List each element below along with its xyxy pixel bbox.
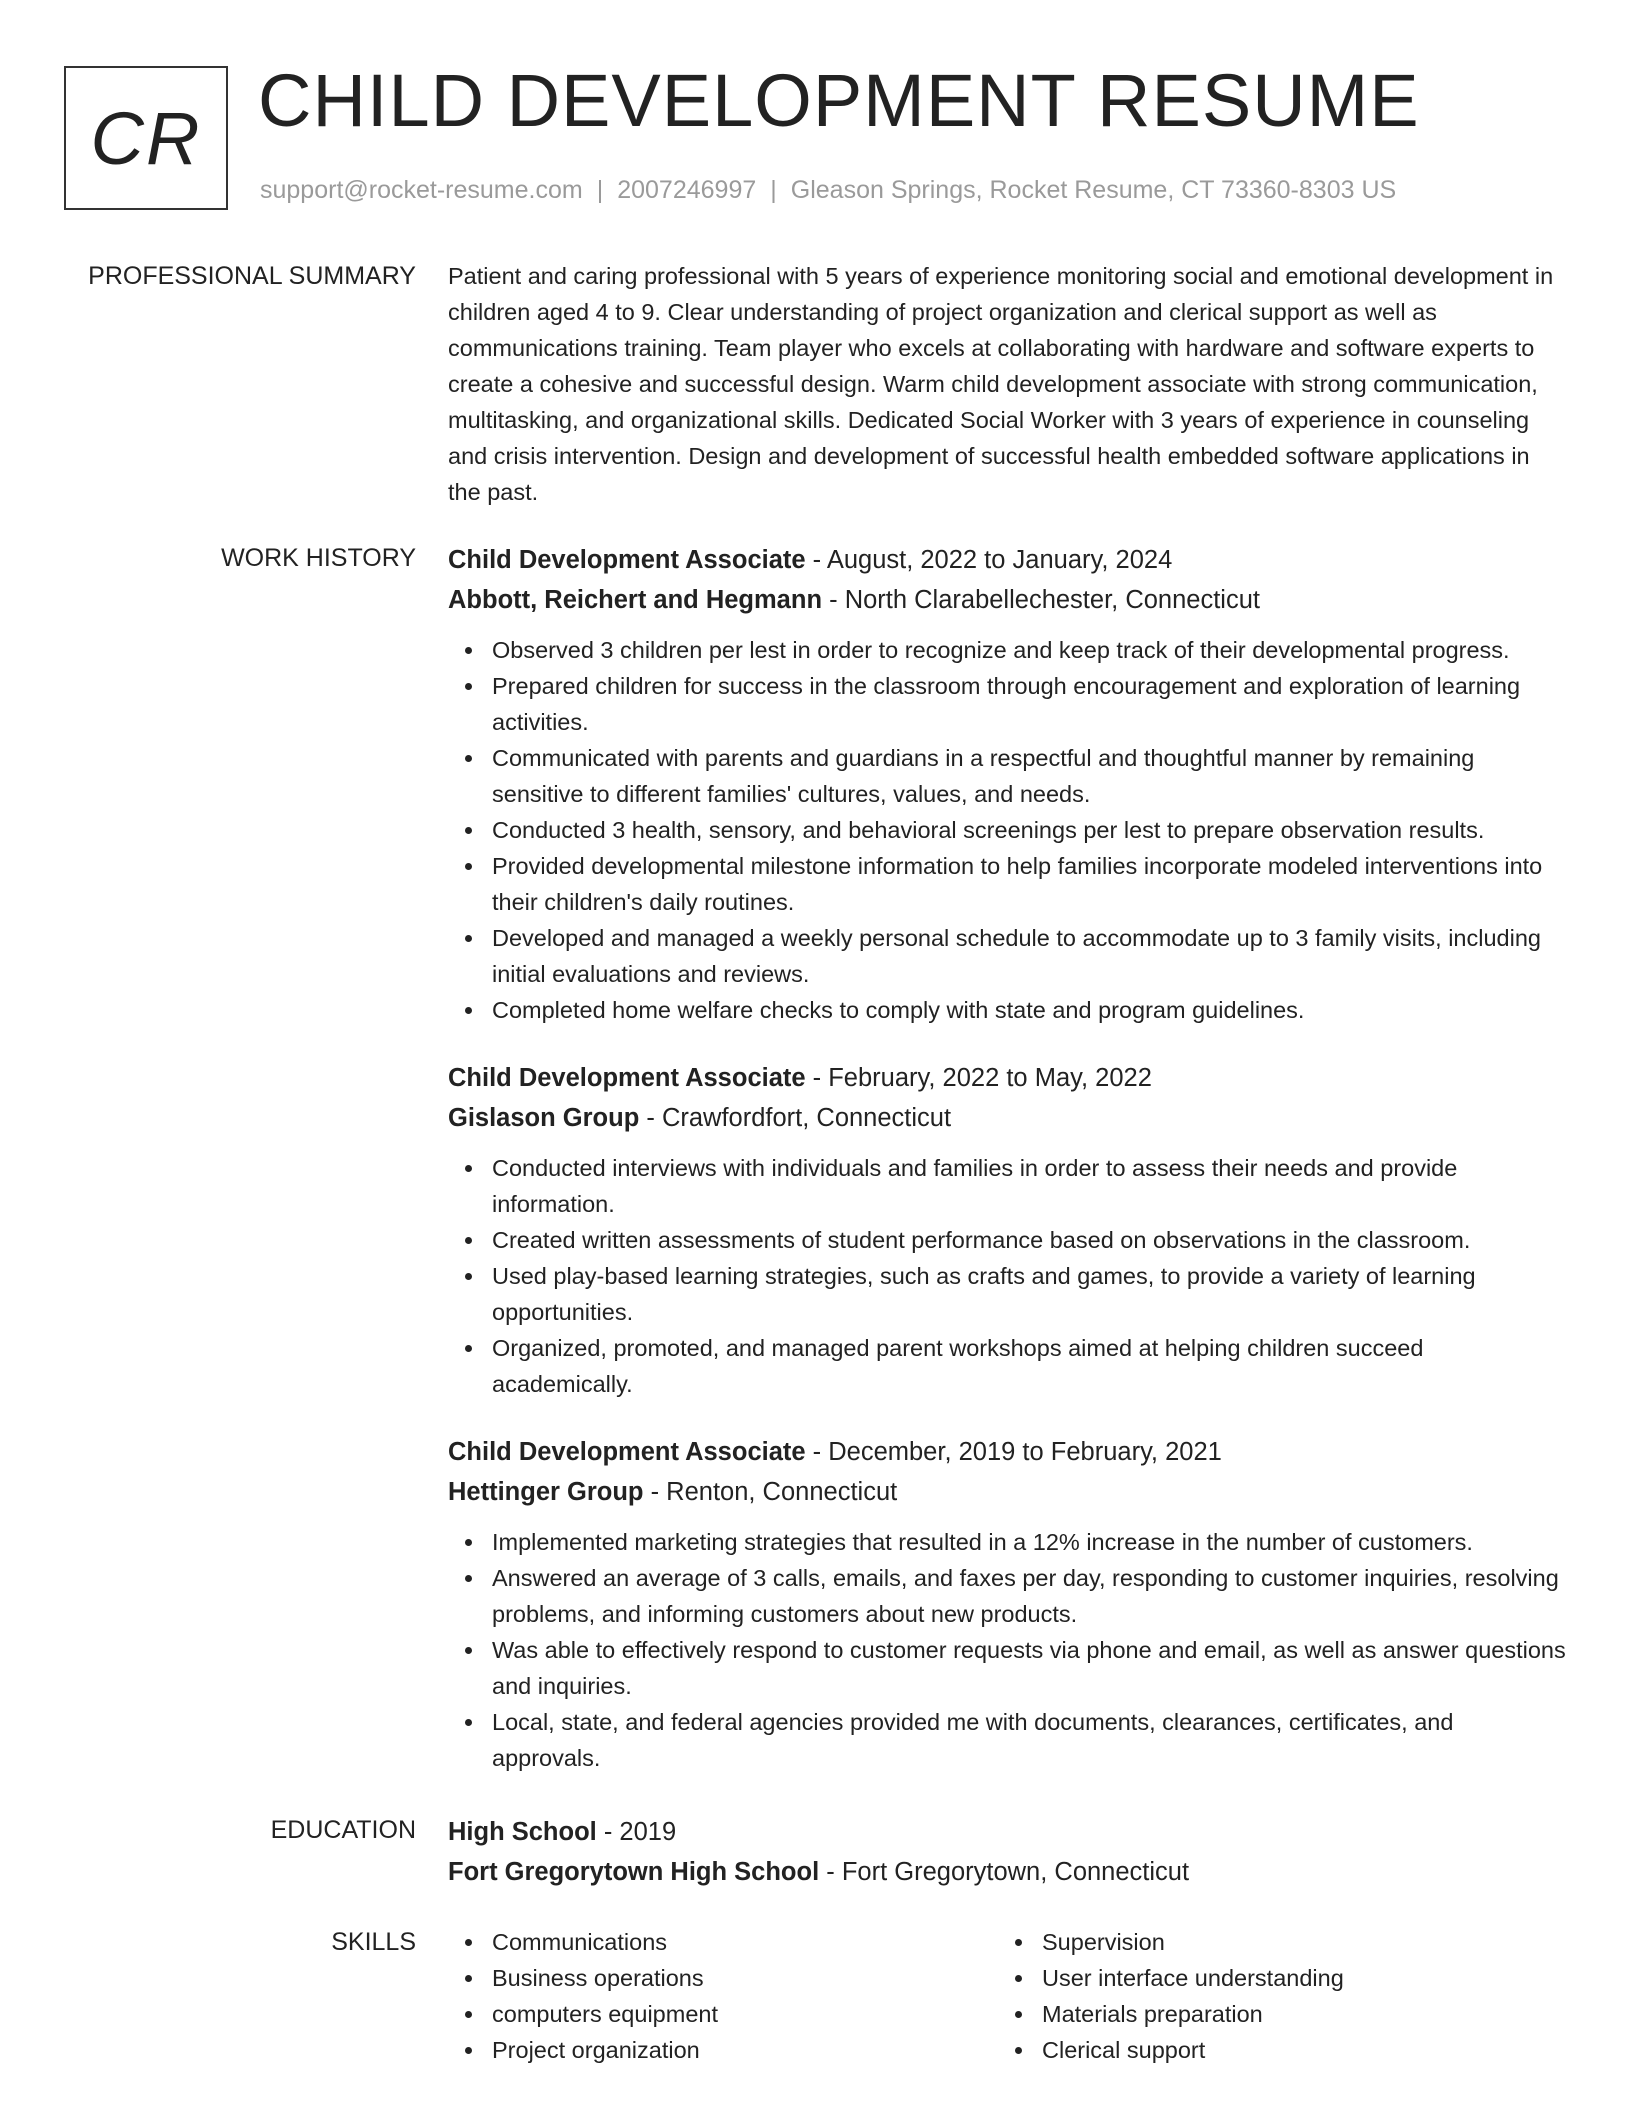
contact-separator: | — [770, 176, 777, 204]
education-degree: High School — [448, 1818, 597, 1846]
summary-label: PROFESSIONAL SUMMARY — [88, 262, 416, 290]
skill-item: Communications — [448, 1924, 998, 1960]
page-title: CHILD DEVELOPMENT RESUME — [258, 59, 1420, 142]
skill-item: Materials preparation — [998, 1996, 1548, 2032]
job-title: Child Development Associate — [448, 1438, 806, 1466]
skill-item: User interface understanding — [998, 1960, 1548, 1996]
job-company-line — [448, 1472, 1568, 1512]
contact-address: Gleason Springs, Rocket Resume, CT 73360-8303 US — [790, 176, 1397, 204]
list-item: Used play-based learning strategies, such as crafts and games, to provide a variety of learning opportunities. — [448, 1258, 1568, 1330]
contact-line — [260, 176, 1396, 205]
job-dates: - February, 2022 to May, 2022 — [805, 1064, 1152, 1092]
skill-item: Business operations — [448, 1960, 998, 1996]
job-title: Child Development Associate — [448, 1064, 806, 1092]
job-company: Hettinger Group — [448, 1478, 644, 1506]
job-entry — [448, 1058, 1568, 1402]
job-dates: - August, 2022 to January, 2024 — [805, 546, 1173, 574]
job-location: - Renton, Connecticut — [643, 1478, 898, 1506]
contact-separator: | — [596, 176, 604, 204]
job-company-line — [448, 1098, 1568, 1138]
education-body — [448, 1812, 1568, 1892]
list-item: Local, state, and federal agencies provided me with documents, clearances, certificates, and approvals. — [448, 1704, 1568, 1776]
education-degree-line — [448, 1812, 1568, 1852]
list-item: Conducted interviews with individuals and families in order to assess their needs and provide information. — [448, 1150, 1568, 1222]
list-item: Conducted 3 health, sensory, and behavioral screenings per lest to prepare observation results. — [448, 812, 1568, 848]
education-school: Fort Gregorytown High School — [448, 1858, 820, 1886]
job-entry — [448, 540, 1568, 1028]
summary-text: Patient and caring professional with 5 years of experience monitoring social and emotional development in children aged 4 to 9. Clear understanding of project organization and clerical support as well as communications training. Team player who excels at collaborating with hardware and software experts to create a cohesive and successful design. Warm child development associate with strong communication, multitasking, and organizational skills. Dedicated Social Worker with 3 years of experience in counseling and crisis intervention. Design and development of successful health embedded software applications in the past. — [448, 263, 1554, 505]
skills-list — [448, 1924, 1568, 2068]
contact-phone[interactable]: 2007246997 — [617, 176, 757, 204]
job-dates: - December, 2019 to February, 2021 — [805, 1438, 1222, 1466]
list-item: Developed and managed a weekly personal schedule to accommodate up to 3 family visits, including initial evaluations and reviews. — [448, 920, 1568, 992]
skill-item: computers equipment — [448, 1996, 998, 2032]
list-item: Observed 3 children per lest in order to recognize and keep track of their developmental progress. — [448, 632, 1568, 668]
job-title: Child Development Associate — [448, 546, 806, 574]
job-title-line — [448, 540, 1568, 580]
job-company-line — [448, 580, 1568, 620]
job-company: Abbott, Reichert and Hegmann — [448, 586, 823, 614]
education-location: - Fort Gregorytown, Connecticut — [819, 1858, 1190, 1886]
skill-item: Supervision — [998, 1924, 1548, 1960]
job-location: - North Clarabellechester, Connecticut — [822, 586, 1260, 614]
skill-item: Project organization — [448, 2032, 998, 2068]
skill-item: Clerical support — [998, 2032, 1548, 2068]
job-entry — [448, 1432, 1568, 1776]
list-item: Implemented marketing strategies that resulted in a 12% increase in the number of customers. — [448, 1524, 1568, 1560]
job-company: Gislason Group — [448, 1104, 640, 1132]
job-bullets — [448, 1150, 1568, 1402]
work-history-label: WORK HISTORY — [221, 544, 416, 572]
job-title-line — [448, 1432, 1568, 1472]
list-item: Provided developmental milestone information to help families incorporate modeled interventions into their children's daily routines. — [448, 848, 1568, 920]
job-bullets — [448, 632, 1568, 1028]
job-title-line — [448, 1058, 1568, 1098]
list-item: Answered an average of 3 calls, emails, and faxes per day, responding to customer inquiries, resolving problems, and informing customers about new products. — [448, 1560, 1568, 1632]
list-item: Completed home welfare checks to comply with state and program guidelines. — [448, 992, 1568, 1028]
skills-body — [448, 1924, 1568, 2068]
monogram-logo: CR — [64, 66, 228, 210]
education-label: EDUCATION — [270, 1816, 416, 1844]
work-history-body — [448, 540, 1568, 1776]
list-item: Organized, promoted, and managed parent workshops aimed at helping children succeed academically. — [448, 1330, 1568, 1402]
list-item: Created written assessments of student performance based on observations in the classroom. — [448, 1222, 1568, 1258]
skills-label: SKILLS — [331, 1928, 416, 1956]
contact-email[interactable]: support@rocket-resume.com — [260, 176, 583, 204]
education-year: - 2019 — [596, 1818, 677, 1846]
list-item: Was able to effectively respond to customer requests via phone and email, as well as answer questions and inquiries. — [448, 1632, 1568, 1704]
job-location: - Crawfordfort, Connecticut — [639, 1104, 952, 1132]
job-bullets — [448, 1524, 1568, 1776]
education-school-line — [448, 1852, 1568, 1892]
list-item: Prepared children for success in the classroom through encouragement and exploration of learning activities. — [448, 668, 1568, 740]
list-item: Communicated with parents and guardians in a respectful and thoughtful manner by remaining sensitive to different families' cultures, values, and needs. — [448, 740, 1568, 812]
